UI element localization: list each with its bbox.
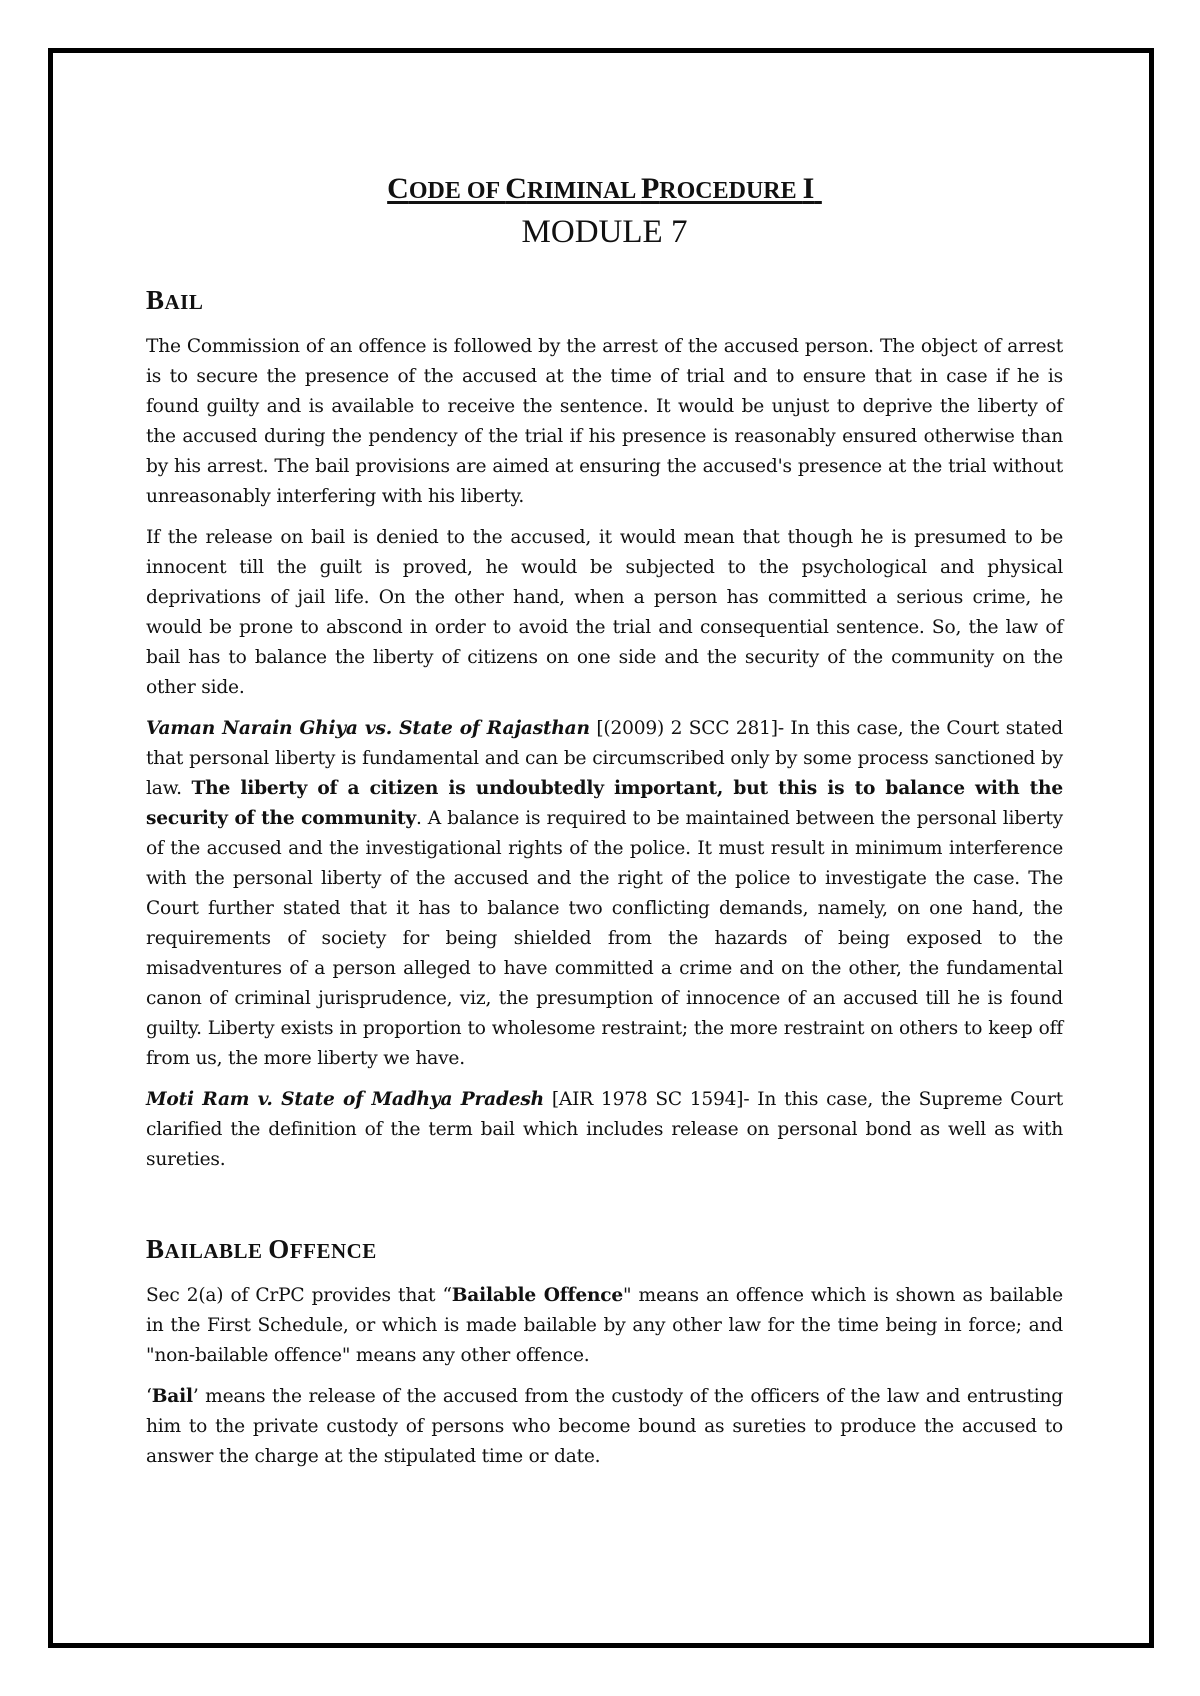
term-bail: Bail <box>151 1386 193 1407</box>
case-name-vaman: Vaman Narain Ghiya vs. State of Rajasthan <box>146 718 590 739</box>
bold-statement: The liberty of a citizen is undoubtedly important, but this is to balance with the security of the community <box>146 778 1064 829</box>
module-subtitle: MODULE 7 <box>521 214 688 250</box>
bail-paragraph-2: If the release on bail is denied to the accused, it would mean that though he is presumed to be innocent till the guilt is proved, he would be subjected to the psychological and physical deprivations of jail life. On the other hand, when a person has committed a serious crime, he would be prone to abscond in order to avoid the trial and consequential sentence. So, the law of bail has to balance the liberty of citizens on one side and the security of the community on the other side. <box>146 527 1063 698</box>
case-motiram-paragraph: Moti Ram v. State of Madhya Pradesh [AIR 1978 SC 1594]- In this case, the Supreme Court clarified the definition of the term bail which includes release on personal bond as well as with sureties. <box>146 1089 1063 1170</box>
section-heading-bailable-offence: BAILABLE OFFENCE <box>146 1234 377 1264</box>
section-heading-bail: BAIL <box>146 285 204 315</box>
bail-definition-paragraph: ‘Bail’ means the release of the accused from the custody of the officers of the law and entrusting him to the private custody of persons who become bound as sureties to produce the accused to answer the charge at the stipulated time or date. <box>146 1386 1063 1467</box>
document-body <box>146 172 1063 1483</box>
document-title: CODE OF CRIMINAL PROCEDURE I <box>387 172 815 205</box>
bail-paragraph-1: The Commission of an offence is followed by the arrest of the accused person. The object of arrest is to secure the presence of the accused at the time of trial and to ensure that in case if he is found guilty and is available to receive the sentence. It would be unjust to deprive the liberty of the accused during the pendency of the trial if his presence is reasonably ensured otherwise than by his arrest. The bail provisions are aimed at ensuring the accused's presence at the trial without unreasonably interfering with his liberty. <box>146 336 1063 507</box>
bailable-definition-paragraph: Sec 2(a) of CrPC provides that “Bailable Offence" means an offence which is shown as bailable in the First Schedule, or which is made bailable by any other law for the time being in force; and "non-bailable offence" means any other offence. <box>146 1285 1063 1366</box>
term-bailable-offence: Bailable Offence <box>451 1285 624 1306</box>
case-name-motiram: Moti Ram v. State of Madhya Pradesh <box>146 1089 544 1110</box>
case-vaman-paragraph: Vaman Narain Ghiya vs. State of Rajasthan [(2009) 2 SCC 281]- In this case, the Court stated that personal liberty is fundamental and can be circumscribed only by some process sanctioned by law. The liberty of a citizen is undoubtedly important, but this is to balance with the security of the community. A balance is required to be maintained between the personal liberty of the accused and the investigational rights of the police. It must result in minimum interference with the personal liberty of the accused and the right of the police to investigate the case. The Court further stated that it has to balance two conflicting demands, namely, on one hand, the requirements of society for being shielded from the hazards of being exposed to the misadventures of a person alleged to have committed a crime and on the other, the fundamental canon of criminal jurisprudence, viz, the presumption of innocence of an accused till he is found guilty. Liberty exists in proportion to wholesome restraint; the more restraint on others to keep off from us, the more liberty we have. <box>146 718 1064 1069</box>
